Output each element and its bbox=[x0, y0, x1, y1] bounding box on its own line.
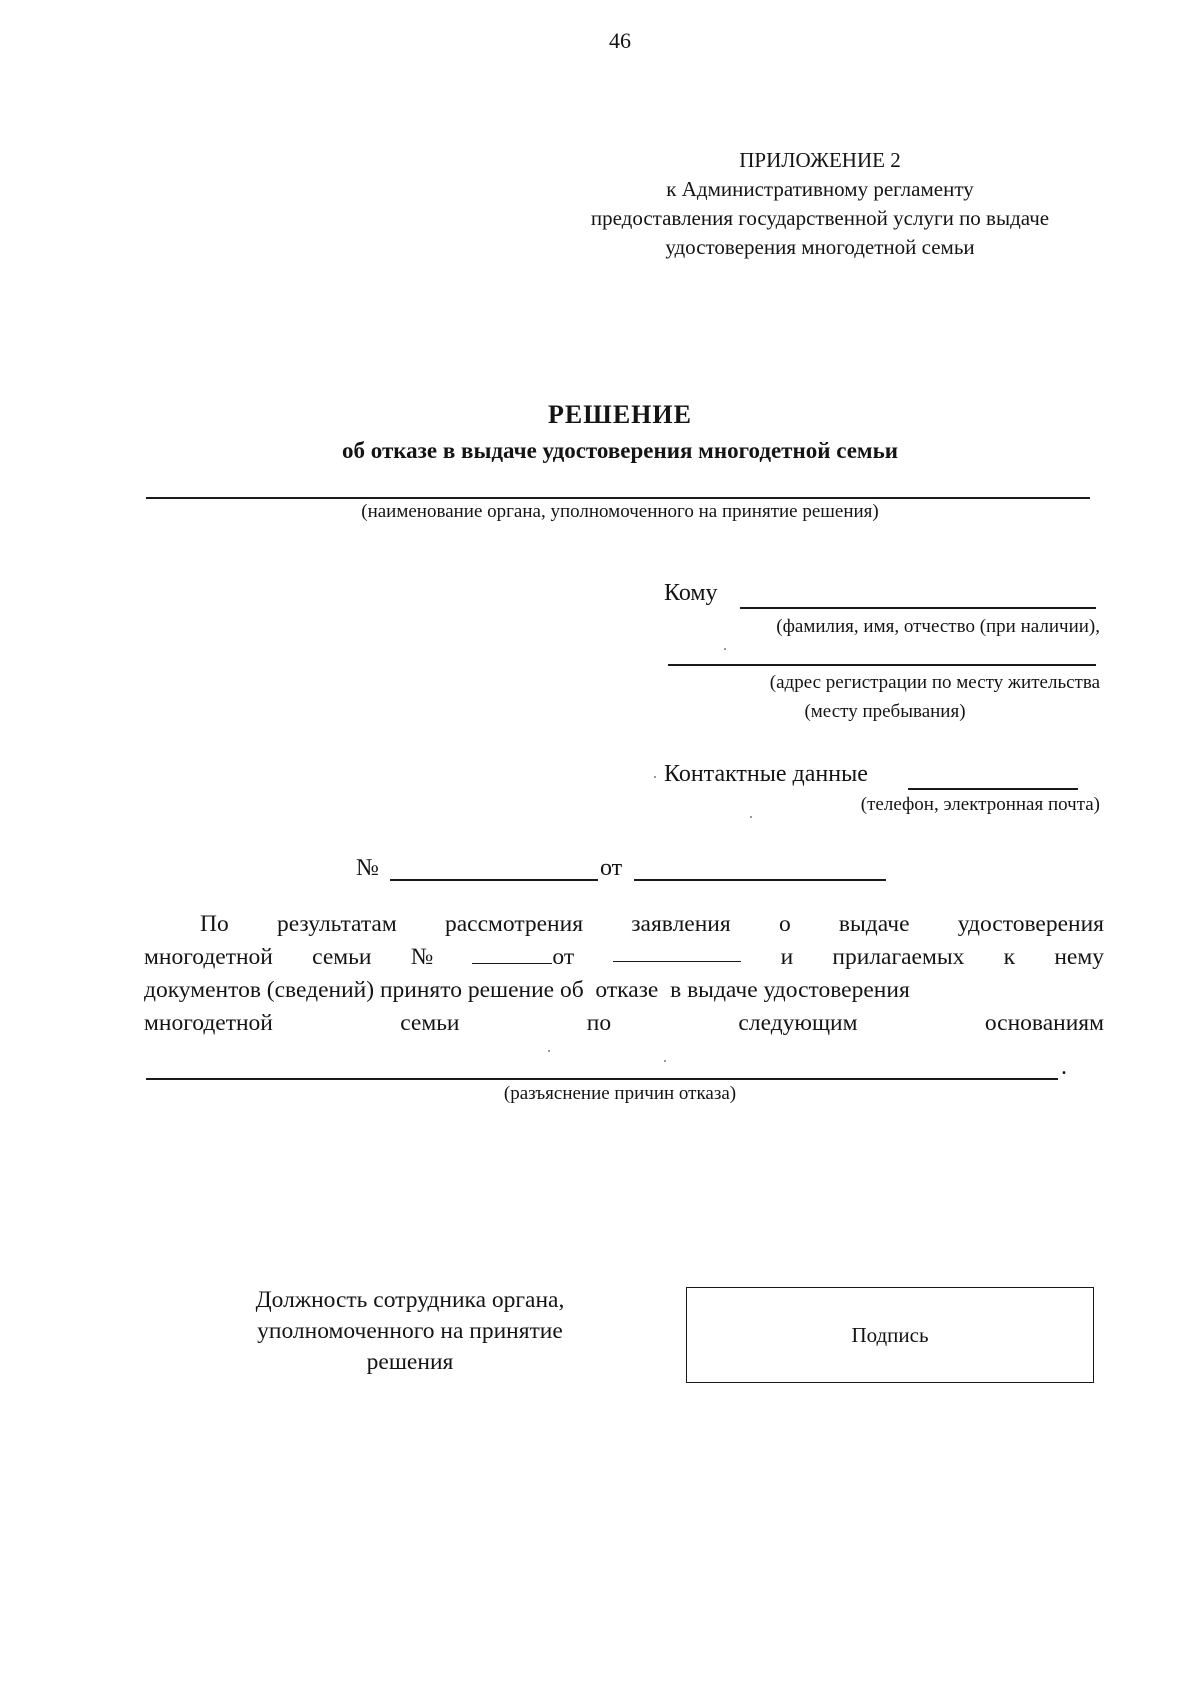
refusal-reason-field[interactable] bbox=[146, 1078, 1058, 1080]
body-word: нему bbox=[1054, 944, 1104, 970]
body-word: о bbox=[778, 911, 791, 937]
appendix-line-2: к Административному регламенту bbox=[666, 177, 974, 201]
body-row-1 bbox=[144, 908, 1104, 941]
body-word: По bbox=[200, 911, 229, 937]
recipient-address-field[interactable] bbox=[668, 664, 1096, 666]
body-word: по bbox=[586, 1010, 612, 1036]
authority-name-field[interactable] bbox=[146, 497, 1090, 499]
body-word: семьи bbox=[400, 1010, 460, 1036]
page-number: 46 bbox=[609, 28, 631, 53]
body-row-2 bbox=[144, 941, 1104, 974]
to-label: Кому bbox=[664, 580, 718, 606]
document-title: РЕШЕНИЕ bbox=[548, 400, 692, 429]
application-date-field[interactable] bbox=[613, 941, 741, 962]
body-word: рассмотрения bbox=[444, 911, 584, 937]
signature-label: Подпись bbox=[851, 1322, 929, 1347]
body-word: прилагаемых bbox=[832, 944, 965, 970]
address-caption-line-2: (месту пребывания) bbox=[804, 701, 966, 722]
body-word: многодетной bbox=[144, 1010, 273, 1036]
application-number-field[interactable] bbox=[472, 943, 552, 964]
position-line-2: уполномоченного на принятие bbox=[257, 1318, 563, 1344]
scan-speck bbox=[724, 648, 726, 650]
appendix-title: ПРИЛОЖЕНИЕ 2 bbox=[739, 148, 901, 172]
application-number-group bbox=[472, 941, 574, 974]
decision-body bbox=[144, 908, 1104, 1040]
decision-number-field[interactable] bbox=[390, 879, 598, 881]
body-word: результатам bbox=[276, 911, 397, 937]
body-word: следующим bbox=[738, 1010, 858, 1036]
position-line-1: Должность сотрудника органа, bbox=[255, 1287, 565, 1313]
number-label: № bbox=[356, 855, 379, 881]
scan-speck bbox=[664, 1060, 666, 1062]
address-caption-line-1: (адрес регистрации по месту жительства bbox=[769, 672, 1100, 693]
scan-speck bbox=[548, 1050, 550, 1052]
body-word: заявления bbox=[631, 911, 731, 937]
appendix-header bbox=[540, 146, 1100, 262]
decision-date-field[interactable] bbox=[634, 879, 886, 881]
name-caption: (фамилия, имя, отчество (при наличии), bbox=[776, 616, 1100, 637]
scan-speck bbox=[750, 816, 752, 818]
body-row-4 bbox=[144, 1007, 1104, 1040]
contacts-caption: (телефон, электронная почта) bbox=[860, 794, 1100, 815]
reason-caption: (разъяснение причин отказа) bbox=[503, 1083, 737, 1104]
body-row-3 bbox=[144, 974, 1104, 1007]
authority-caption: (наименование органа, уполномоченного на принятие решения) bbox=[361, 501, 879, 522]
body-word: к bbox=[1003, 944, 1016, 970]
body-line: документов (сведений) принято решение об отказе в выдаче удостоверения bbox=[144, 977, 910, 1003]
recipient-name-field[interactable] bbox=[740, 607, 1096, 609]
reason-end-dot: . bbox=[1061, 1054, 1067, 1080]
appendix-line-4: удостоверения многодетной семьи bbox=[665, 235, 975, 259]
body-word: основаниям bbox=[984, 1010, 1104, 1036]
contacts-label: Контактные данные bbox=[664, 761, 868, 787]
employee-position-label bbox=[200, 1285, 620, 1378]
appendix-line-3: предоставления государственной услуги по выдаче bbox=[590, 206, 1050, 230]
body-word: многодетной bbox=[144, 944, 273, 970]
contacts-field[interactable] bbox=[908, 788, 1078, 790]
position-line-3: решения bbox=[366, 1349, 454, 1375]
body-word: и bbox=[780, 944, 794, 970]
date-label: от bbox=[600, 855, 623, 881]
body-word: семьи bbox=[312, 944, 372, 970]
scan-speck bbox=[654, 776, 656, 778]
body-word: удостоверения bbox=[957, 911, 1104, 937]
body-word: № bbox=[410, 944, 434, 970]
signature-box[interactable] bbox=[686, 1287, 1094, 1383]
body-word: выдаче bbox=[838, 911, 910, 937]
document-subtitle: об отказе в выдаче удостоверения многодетной семьи bbox=[342, 438, 898, 463]
body-word: от bbox=[552, 944, 575, 970]
